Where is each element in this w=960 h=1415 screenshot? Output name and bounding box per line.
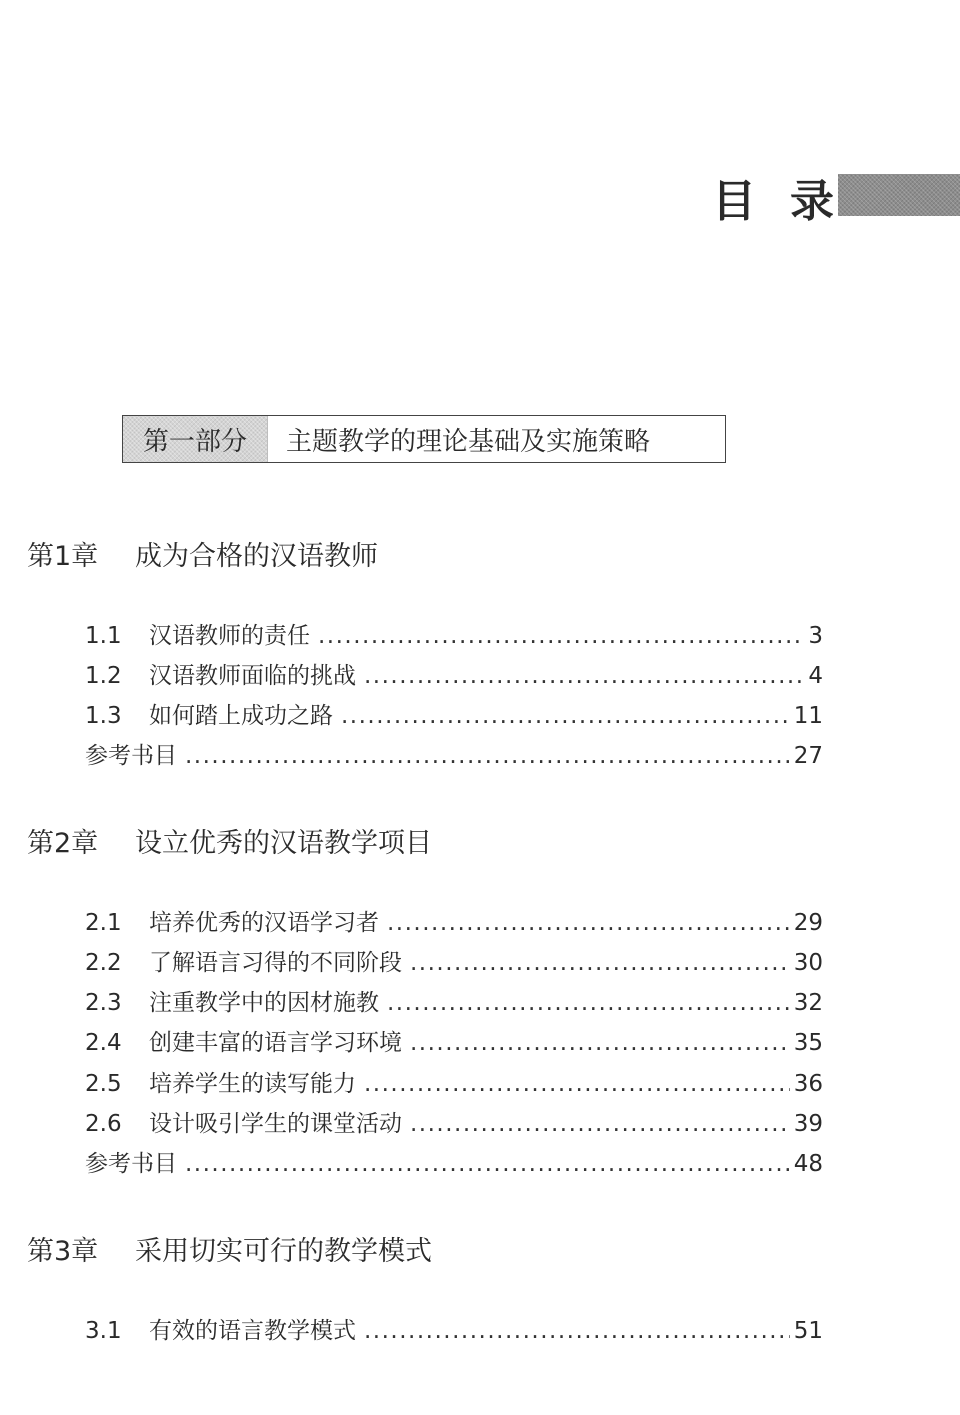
section-number: 1.1 bbox=[85, 623, 122, 649]
section-title: 有效的语言教学模式 bbox=[149, 1318, 356, 1344]
page-number: 39 bbox=[793, 1111, 823, 1137]
chapter-number: 第1章 bbox=[27, 541, 99, 572]
section-title: 培养学生的读写能力 bbox=[149, 1071, 356, 1097]
chapter-title: 设立优秀的汉语教学项目 bbox=[135, 828, 432, 859]
toc-entry[interactable] bbox=[85, 1024, 823, 1056]
page-number: 48 bbox=[793, 1151, 823, 1177]
section-title: 参考书目 bbox=[85, 743, 177, 769]
toc-entry[interactable] bbox=[85, 697, 823, 729]
dot-leader bbox=[341, 703, 790, 729]
part-label: 第一部分 bbox=[123, 416, 268, 462]
page-number: 27 bbox=[793, 743, 823, 769]
section-number: 2.6 bbox=[85, 1111, 122, 1137]
page-number: 32 bbox=[793, 990, 823, 1016]
dot-leader bbox=[364, 1071, 790, 1097]
dot-leader bbox=[410, 1030, 790, 1056]
page-number: 35 bbox=[793, 1030, 823, 1056]
toc-entry[interactable] bbox=[85, 904, 823, 936]
page-title bbox=[712, 170, 834, 227]
section-title: 汉语教师的责任 bbox=[149, 623, 310, 649]
page-number: 51 bbox=[793, 1318, 823, 1344]
section-title: 注重教学中的因材施教 bbox=[149, 990, 379, 1016]
section-number: 1.3 bbox=[85, 703, 122, 729]
dot-leader bbox=[387, 990, 790, 1016]
section-title: 汉语教师面临的挑战 bbox=[149, 663, 356, 689]
toc-entry[interactable] bbox=[85, 617, 823, 649]
dot-leader bbox=[364, 663, 804, 689]
toc-entry[interactable] bbox=[85, 1312, 823, 1344]
chapter-number: 第2章 bbox=[27, 828, 99, 859]
chapter-title: 成为合格的汉语教师 bbox=[135, 541, 378, 572]
toc-entry[interactable] bbox=[85, 1105, 823, 1137]
page-number: 3 bbox=[808, 623, 823, 649]
section-number: 3.1 bbox=[85, 1318, 122, 1344]
section-number: 2.2 bbox=[85, 950, 122, 976]
section-number: 2.5 bbox=[85, 1071, 122, 1097]
page-number: 36 bbox=[793, 1071, 823, 1097]
section-number: 2.3 bbox=[85, 990, 122, 1016]
dot-leader bbox=[364, 1318, 790, 1344]
chapter-number: 第3章 bbox=[27, 1236, 99, 1267]
chapter-heading[interactable] bbox=[27, 821, 432, 860]
page-number: 30 bbox=[793, 950, 823, 976]
section-number: 2.4 bbox=[85, 1030, 122, 1056]
page-title-char-1: 目 bbox=[712, 176, 756, 227]
toc-entry[interactable] bbox=[85, 1065, 823, 1097]
toc-entry[interactable] bbox=[85, 657, 823, 689]
page-number: 11 bbox=[793, 703, 823, 729]
toc-entry-references[interactable] bbox=[85, 1145, 823, 1177]
section-title: 如何踏上成功之路 bbox=[149, 703, 333, 729]
chapter-heading[interactable] bbox=[27, 1229, 432, 1268]
page-number: 29 bbox=[793, 910, 823, 936]
page-number: 4 bbox=[808, 663, 823, 689]
section-title: 了解语言习得的不同阶段 bbox=[149, 950, 402, 976]
section-title: 参考书目 bbox=[85, 1151, 177, 1177]
toc-entry[interactable] bbox=[85, 984, 823, 1016]
dot-leader bbox=[185, 743, 790, 769]
toc-entry-references[interactable] bbox=[85, 737, 823, 769]
dot-leader bbox=[410, 950, 790, 976]
section-title: 培养优秀的汉语学习者 bbox=[149, 910, 379, 936]
section-number: 1.2 bbox=[85, 663, 122, 689]
title-decorative-bar bbox=[838, 174, 960, 216]
chapter-title: 采用切实可行的教学模式 bbox=[135, 1236, 432, 1267]
page-title-char-2: 录 bbox=[790, 176, 834, 227]
part-heading-box bbox=[122, 415, 726, 463]
section-title: 设计吸引学生的课堂活动 bbox=[149, 1111, 402, 1137]
section-title: 创建丰富的语言学习环境 bbox=[149, 1030, 402, 1056]
part-title: 主题教学的理论基础及实施策略 bbox=[286, 426, 651, 457]
section-number: 2.1 bbox=[85, 910, 122, 936]
dot-leader bbox=[318, 623, 804, 649]
dot-leader bbox=[387, 910, 790, 936]
dot-leader bbox=[185, 1151, 790, 1177]
toc-entry[interactable] bbox=[85, 944, 823, 976]
dot-leader bbox=[410, 1111, 790, 1137]
chapter-heading[interactable] bbox=[27, 534, 378, 573]
